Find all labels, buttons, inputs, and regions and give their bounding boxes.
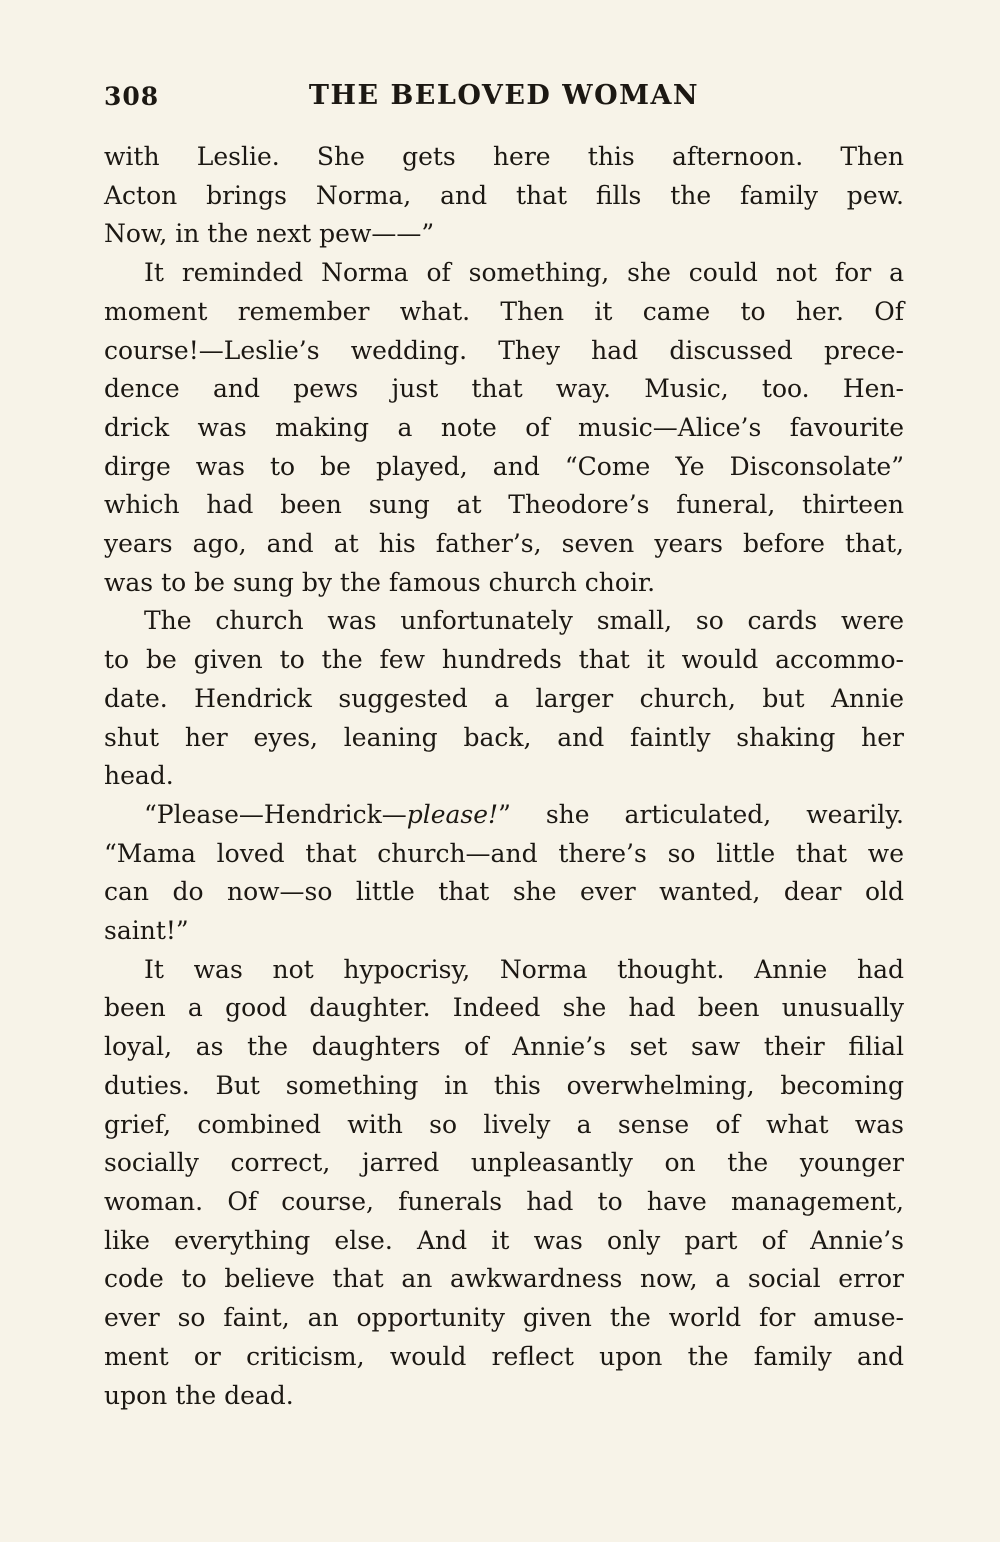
text-line: dirge was to be played, and “Come Ye Disconsolate” (104, 451, 904, 481)
text-line: to be given to the few hundreds that it would accommo- (104, 645, 904, 675)
text-line: date. Hendrick suggested a larger church, but Annie (104, 683, 904, 713)
text-line: was to be sung by the famous church choir. (104, 567, 656, 597)
running-title: THE BELOVED WOMAN (308, 80, 700, 111)
text-line: drick was making a note of music—Alice’s favourite (104, 412, 904, 442)
text-line: like everything else. And it was only part of Annie’s (104, 1225, 904, 1255)
text-line: course!—Leslie’s wedding. They had discussed prece- (104, 335, 904, 365)
text-line: been a good daughter. Indeed she had been unusually (104, 993, 904, 1023)
paragraph (104, 254, 904, 602)
text-line: duties. But something in this overwhelming, becoming (104, 1070, 904, 1100)
text-line: loyal, as the daughters of Annie’s set saw their filial (104, 1032, 904, 1062)
text-line: which had been sung at Theodore’s funeral, thirteen (104, 490, 904, 520)
paragraph (104, 602, 904, 796)
text-line: socially correct, jarred unpleasantly on the younger (104, 1148, 904, 1178)
text-line: ment or criticism, would reflect upon the family and (104, 1341, 904, 1371)
paragraph (104, 796, 904, 951)
text-line: grief, combined with so lively a sense of what was (104, 1109, 904, 1139)
text-line: can do now—so little that she ever wanted, dear old (104, 877, 904, 907)
text-line: woman. Of course, funerals had to have management, (104, 1186, 904, 1216)
text-line: Acton brings Norma, and that fills the family pew. (104, 180, 904, 210)
page-number: 308 (104, 82, 160, 111)
text-line: dence and pews just that way. Music, too. Hen- (104, 374, 904, 404)
text-line: “Mama loved that church—and there’s so little that we (104, 838, 904, 868)
text-line: ever so faint, an opportunity given the world for amuse- (104, 1303, 904, 1333)
text-line: saint!” (104, 916, 189, 946)
text-line: It reminded Norma of something, she could not for a (144, 258, 904, 288)
text-line: years ago, and at his father’s, seven years before that, (104, 529, 904, 559)
page-body (104, 138, 904, 1415)
text-line: with Leslie. She gets here this afternoon. Then (104, 142, 904, 171)
text-line: head. (104, 761, 174, 791)
text-line: moment remember what. Then it came to her. Of (104, 296, 904, 326)
text-line: “Please—Hendrick—please!” she articulated, wearily. (144, 799, 904, 829)
text-line: It was not hypocrisy, Norma thought. Annie had (144, 954, 904, 984)
paragraph (104, 951, 904, 1415)
text-line: The church was unfortunately small, so cards were (144, 606, 904, 636)
text-line: shut her eyes, leaning back, and faintly shaking her (104, 722, 904, 752)
page-header (104, 80, 904, 112)
text-line: upon the dead. (104, 1380, 294, 1410)
text-line: Now, in the next pew——” (104, 219, 435, 249)
text-line: code to believe that an awkwardness now, a social error (104, 1264, 904, 1294)
paragraph (104, 138, 904, 254)
